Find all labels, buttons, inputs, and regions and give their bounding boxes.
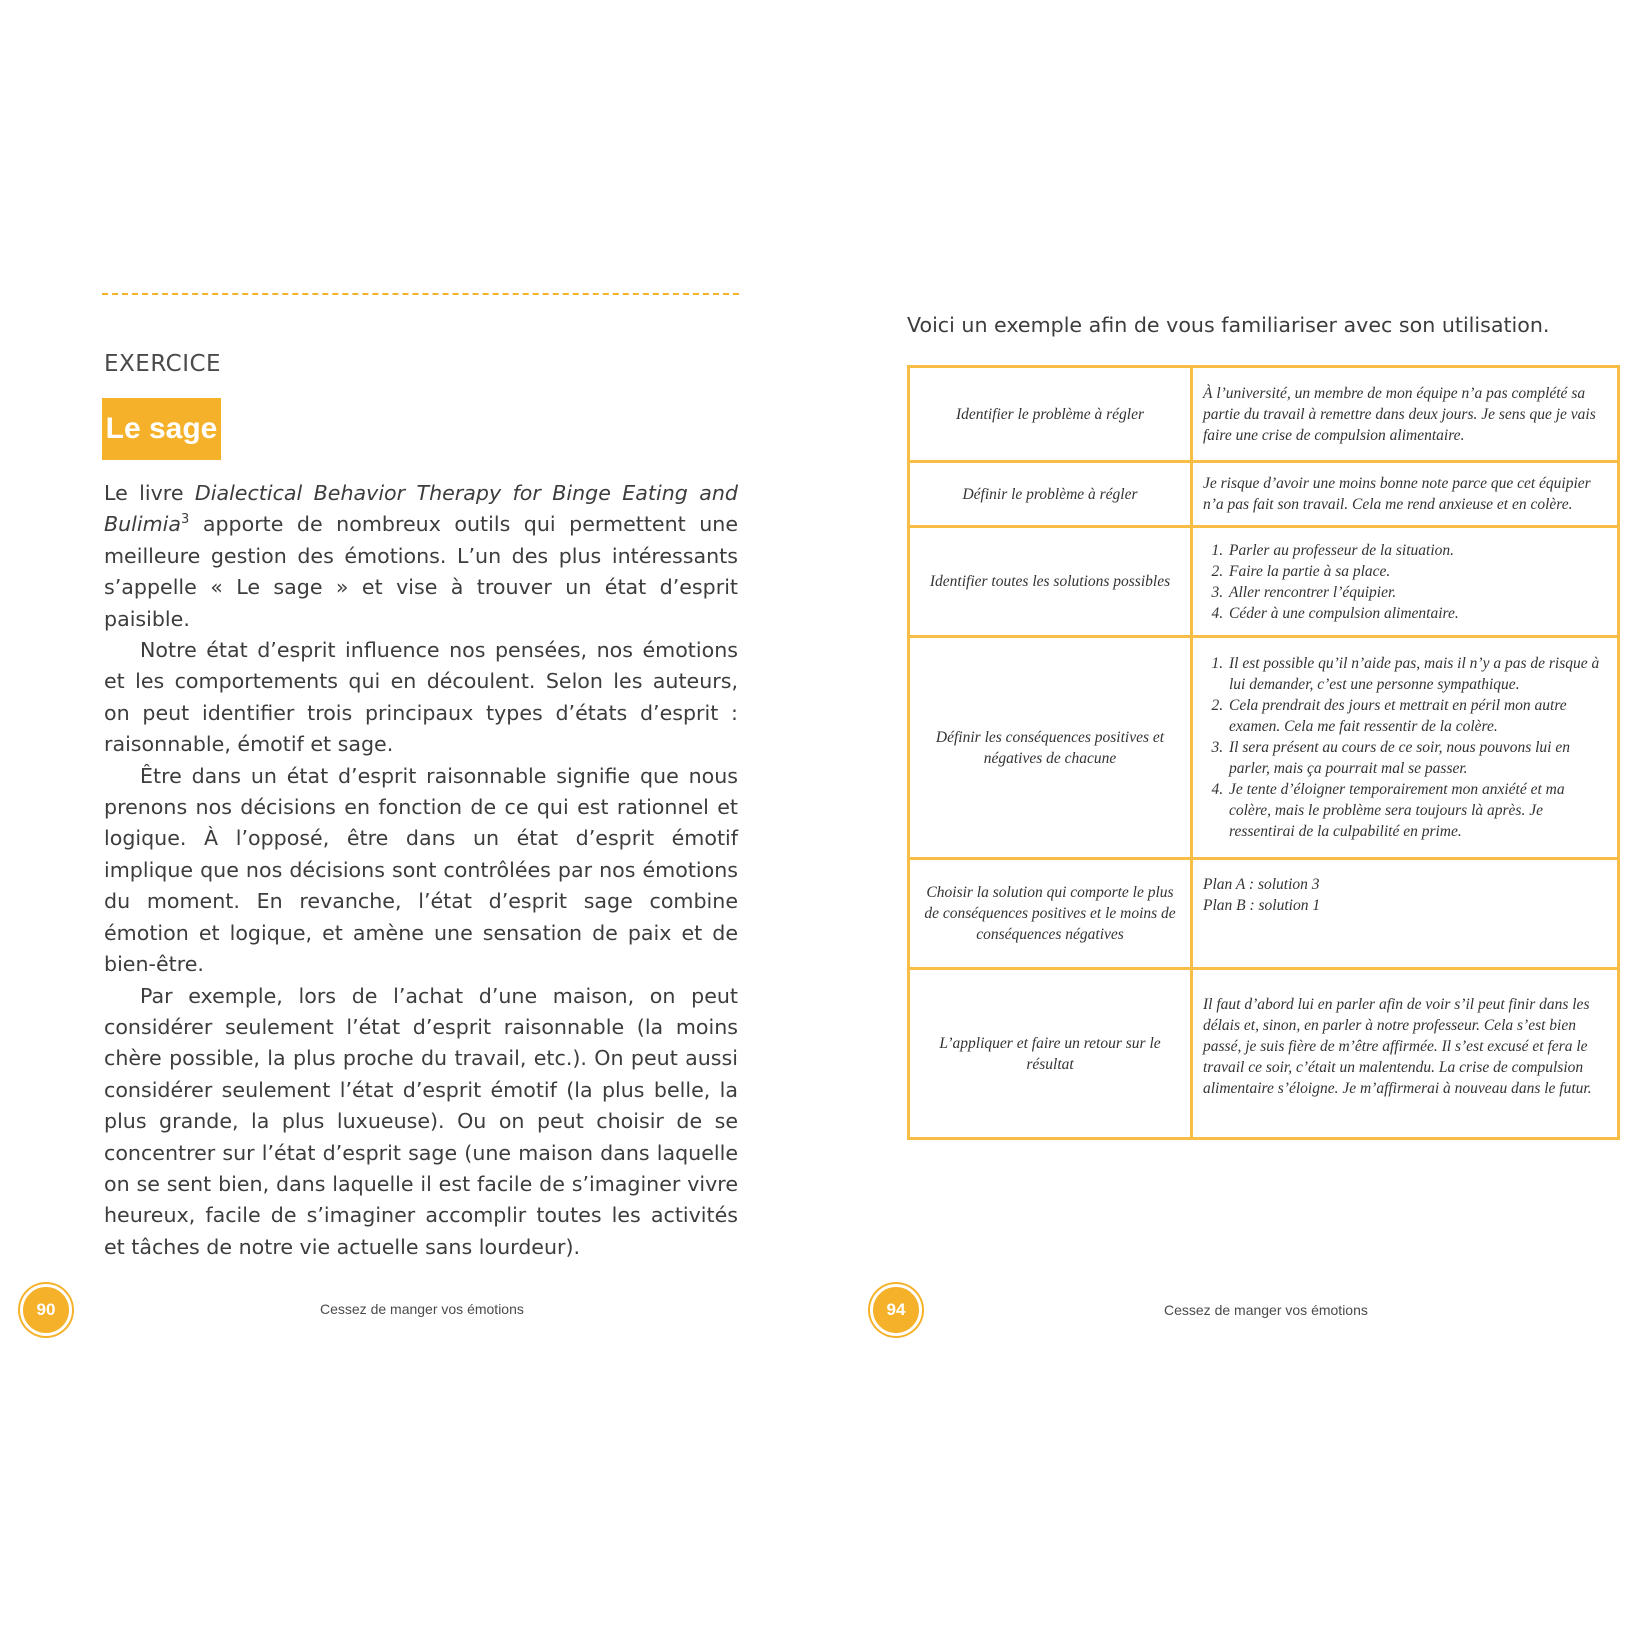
dashed-divider	[102, 293, 739, 295]
step-label: Choisir la solution qui comporte le plus de conséquences positives et le moins de conséquences négatives	[909, 859, 1192, 969]
exercise-title-box	[102, 398, 221, 460]
left-page	[0, 0, 817, 1635]
table-row	[909, 859, 1619, 969]
paragraph-1-post: apporte de nombreux outils qui permettent une meilleure gestion des émotions. L’un des plus intéressants s’appelle « Le sage » et vise à trouver un état d’esprit paisible.	[104, 512, 738, 631]
footnote-ref: 3	[181, 512, 190, 528]
running-footer: Cessez de manger vos émotions	[320, 1301, 524, 1317]
table-row	[909, 969, 1619, 1139]
right-page	[817, 0, 1635, 1635]
section-label: EXERCICE	[104, 351, 222, 377]
solutions-list	[1203, 540, 1607, 624]
intro-sentence: Voici un exemple afin de vous familiariser avec son utilisation.	[907, 313, 1550, 337]
paragraph-1-pre: Le livre	[104, 481, 195, 505]
step-label: Identifier le problème à régler	[909, 367, 1192, 462]
list-item: 4. Je tente d’éloigner temporairement mon anxiété et ma colère, mais le problème sera toujours là après. Je ressentirai de la culpabilité en prime.	[1227, 779, 1607, 842]
table-row	[909, 367, 1619, 462]
table-row	[909, 637, 1619, 859]
list-item: 1. Parler au professeur de la situation.	[1227, 540, 1607, 561]
body-text	[104, 478, 738, 1263]
plan-b: Plan B : solution 1	[1203, 897, 1321, 914]
paragraph-1	[104, 478, 738, 635]
list-item: 3. Il sera présent au cours de ce soir, nous pouvons lui en parler, mais ça pourrait mal se passer.	[1227, 737, 1607, 779]
example-table	[907, 365, 1620, 1140]
step-content: Il faut d’abord lui en parler afin de voir s’il peut finir dans les délais et, sinon, en parler à notre professeur. Cela s’est bien passé, je suis fière de m’être affirmée. Il s’est excusé et fera le travail ce soir, c’était un malentendu. La crise de compulsion alimentaire s’éloigne. Je m’affirmerai à nouveau dans le futur.	[1192, 969, 1619, 1139]
page-number: 94	[886, 1300, 906, 1319]
exercise-title: Le sage	[105, 412, 218, 445]
book-title: Dialectical Behavior Therapy for Binge Eating and Bulimia	[104, 481, 738, 537]
plan-a: Plan A : solution 3	[1203, 876, 1320, 893]
list-item: 2. Cela prendrait des jours et mettrait en péril mon autre examen. Cela me fait ressentir de la colère.	[1227, 695, 1607, 737]
step-label: Définir les conséquences positives et négatives de chacune	[909, 637, 1192, 859]
step-content: À l’université, un membre de mon équipe n’a pas complété sa partie du travail à remettre dans deux jours. Je sens que je vais faire une crise de compulsion alimentaire.	[1192, 367, 1619, 462]
step-content	[1192, 637, 1619, 859]
page-number: 90	[36, 1300, 56, 1319]
paragraph-3: Être dans un état d’esprit raisonnable signifie que nous prenons nos décisions en fonction de ce qui est rationnel et logique. À l’opposé, être dans un état d’esprit émotif implique que nos décisions sont contrôlées par nos émotions du moment. En revanche, l’état d’esprit sage combine émotion et logique, et amène une sensation de paix et de bien-être.	[104, 763, 738, 977]
step-label: L’appliquer et faire un retour sur le résultat	[909, 969, 1192, 1139]
paragraph-4: Par exemple, lors de l’achat d’une maison, on peut considérer seulement l’état d’esprit raisonnable (la moins chère possible, la plus proche du travail, etc.). On peut aussi considérer seulement l’état d’esprit émotif (la plus belle, la plus grande, la plus luxueuse). Ou on peut choisir de se concentrer sur l’état d’esprit sage (une maison dans laquelle on se sent bien, dans laquelle il est facile de s’imaginer vivre heureux, facile de s’imaginer accomplir toutes les activités et tâches de notre vie actuelle sans lourdeur).	[104, 983, 738, 1259]
step-label: Définir le problème à régler	[909, 462, 1192, 527]
step-content: Je risque d’avoir une moins bonne note parce que cet équipier n’a pas fait son travail. Cela me rend anxieuse et en colère.	[1192, 462, 1619, 527]
list-item: 1. Il est possible qu’il n’aide pas, mais il n’y a pas de risque à lui demander, c’est une personne sympathique.	[1227, 653, 1607, 695]
consequences-list	[1203, 653, 1607, 842]
page-number-badge	[20, 1284, 72, 1336]
table-row	[909, 462, 1619, 527]
step-label: Identifier toutes les solutions possibles	[909, 527, 1192, 637]
paragraph-2: Notre état d’esprit influence nos pensées, nos émotions et les comportements qui en découlent. Selon les auteurs, on peut identifier trois principaux types d’états d’esprit : raisonnable, émotif et sage.	[104, 638, 738, 757]
list-item: 3. Aller rencontrer l’équipier.	[1227, 582, 1607, 603]
step-content	[1192, 527, 1619, 637]
running-footer: Cessez de manger vos émotions	[1164, 1302, 1368, 1318]
page-number-badge	[870, 1284, 922, 1336]
step-content	[1192, 859, 1619, 969]
list-item: 2. Faire la partie à sa place.	[1227, 561, 1607, 582]
table-row	[909, 527, 1619, 637]
list-item: 4. Céder à une compulsion alimentaire.	[1227, 603, 1607, 624]
